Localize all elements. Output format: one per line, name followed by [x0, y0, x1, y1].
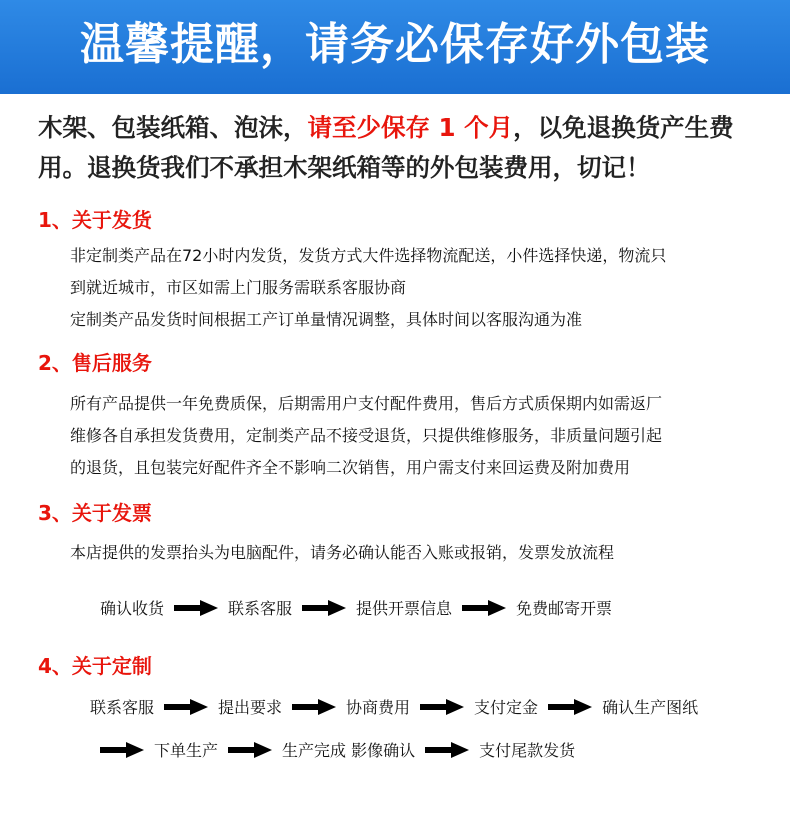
body-line: 到就近城市，市区如需上门服务需联系客服协商: [70, 278, 407, 297]
flow-step: 协商费用: [346, 698, 411, 717]
section-title-after-sales: 2、售后服务: [38, 351, 152, 375]
flow-step: 确认生产图纸: [602, 698, 699, 717]
flow-step: 免费邮寄开票: [516, 599, 613, 618]
section-body-invoice: [70, 537, 770, 569]
invoice-flow: [100, 596, 612, 619]
flow-step: 联系客服: [228, 599, 293, 618]
arrow-right-icon: [228, 742, 272, 758]
flow-step: 提出要求: [218, 698, 283, 717]
flow-step: 支付定金: [474, 698, 539, 717]
section-title-custom: 4、关于定制: [38, 654, 152, 678]
header-banner: [0, 0, 790, 94]
section-title-invoice: 3、关于发票: [38, 501, 152, 525]
intro-highlight: 请至少保存 1 个月: [307, 113, 514, 142]
arrow-right-icon: [164, 699, 208, 715]
section-body-shipping: [70, 240, 770, 336]
body-line: 维修各自承担发货费用，定制类产品不接受退货，只提供维修服务，非质量问题引起: [70, 426, 663, 445]
arrow-right-icon: [420, 699, 464, 715]
intro-paragraph: [38, 108, 768, 188]
flow-step: 生产完成 影像确认: [282, 741, 416, 760]
body-line: 定制类产品发货时间根据工产订单量情况调整，具体时间以客服沟通为准: [70, 310, 583, 329]
flow-step: 提供开票信息: [356, 599, 453, 618]
intro-text-2: ，以免退换货产生费用。退换货我们不承担木架纸箱等的外包装费用，切记！: [38, 113, 734, 182]
banner-title: 温馨提醒，请务必保存好外包装: [80, 19, 710, 70]
arrow-right-icon: [462, 600, 506, 616]
body-line: 的退货，且包装完好配件齐全不影响二次销售，用户需支付来回运费及附加费用: [70, 458, 631, 477]
flow-step: 确认收货: [100, 599, 165, 618]
arrow-right-icon: [292, 699, 336, 715]
intro-text-1: 木架、包装纸箱、泡沫，: [38, 113, 308, 142]
flow-step: 支付尾款发货: [479, 741, 576, 760]
custom-flow-row-2: [100, 738, 575, 761]
arrow-right-icon: [302, 600, 346, 616]
arrow-right-icon: [548, 699, 592, 715]
flow-step: 下单生产: [154, 741, 219, 760]
arrow-right-icon: [174, 600, 218, 616]
body-line: 非定制类产品在72小时内发货，发货方式大件选择物流配送，小件选择快递，物流只: [70, 246, 667, 265]
flow-step: 联系客服: [90, 698, 155, 717]
arrow-right-icon: [100, 742, 144, 758]
arrow-right-icon: [425, 742, 469, 758]
custom-flow-row-1: [90, 695, 698, 718]
body-line: 所有产品提供一年免费质保，后期需用户支付配件费用，售后方式质保期内如需返厂: [70, 394, 663, 413]
section-body-after-sales: [70, 388, 770, 484]
section-title-shipping: 1、关于发货: [38, 208, 152, 232]
body-line: 本店提供的发票抬头为电脑配件，请务必确认能否入账或报销，发票发放流程: [70, 543, 615, 562]
